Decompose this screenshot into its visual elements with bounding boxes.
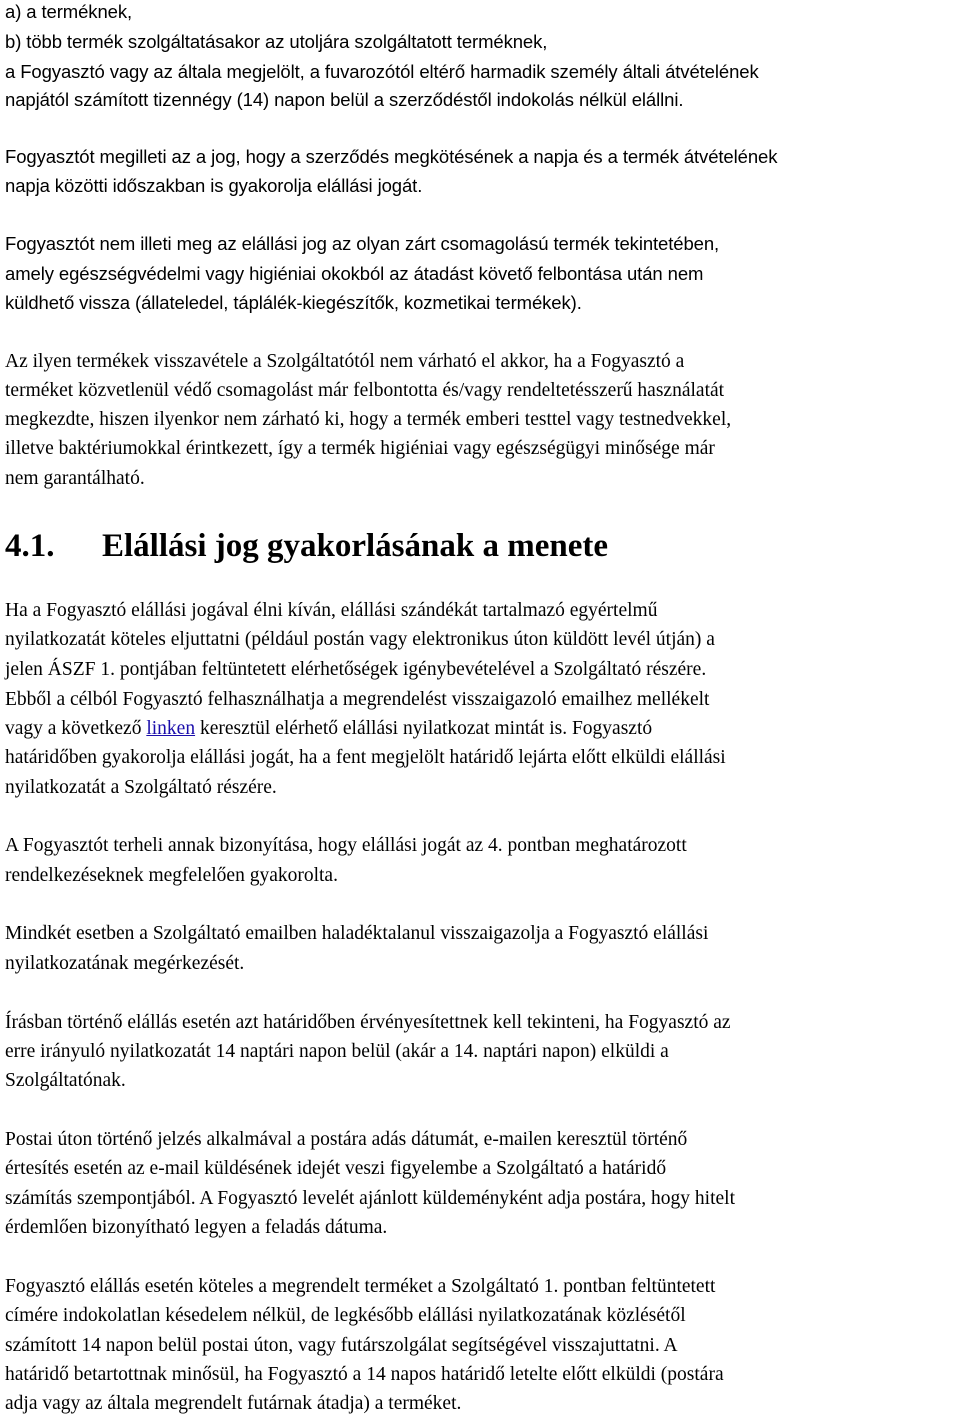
text-line: a Fogyasztó vagy az általa megjelölt, a fuvarozótól eltérő harmadik személy általi átvételének — [5, 61, 759, 82]
text-line: amely egészségvédelmi vagy higiéniai okokból az átadást követő felbontása után nem — [5, 263, 704, 284]
text-line: jelen ÁSZF 1. pontjában feltüntetett elérhetőségek igénybevételével a Szolgáltató részére. — [5, 659, 707, 680]
link-suffix: keresztül elérhető elállási nyilatkozat mintát is. Fogyasztó — [195, 718, 653, 739]
text-line: számított 14 napon belül postai úton, vagy futárszolgálat segítségével visszajuttatni. A — [5, 1335, 678, 1356]
text-line: határidő betartottnak minősül, ha Fogyasztó a 14 napos határidő letelte előtt elküldi (postára — [5, 1364, 724, 1385]
text-line: illetve baktériumokkal érintkezett, így a termék higiéniai vagy egészségügyi minősége már — [5, 438, 715, 459]
text-line: Fogyasztót nem illeti meg az elállási jog az olyan zárt csomagolású termék tekintetében, — [5, 233, 720, 254]
text-line: megkezdte, hiszen ilyenkor nem zárható ki, hogy a termék emberi testtel vagy testnedvekkel, — [5, 409, 732, 430]
text-line: Szolgáltatónak. — [5, 1070, 126, 1091]
text-line: számítás szempontjából. A Fogyasztó levelét ajánlott küldeményként adja postára, hogy hitelt — [5, 1188, 735, 1209]
text-line: nyilatkozatát a Szolgáltató részére. — [5, 777, 277, 798]
withdrawal-form-link[interactable]: linken — [146, 718, 196, 739]
text-line: erre irányuló nyilatkozatát 14 naptári napon belül (akár a 14. naptári napon) elküldi a — [5, 1041, 669, 1062]
text-line: Postai úton történő jelzés alkalmával a postára adás dátumát, e-mailen keresztül történő — [5, 1129, 688, 1150]
section-title: Elállási jog gyakorlásának a menete — [102, 528, 609, 564]
text-line: nyilatkozatát köteles eljuttatni (például postán vagy elektronikus úton küldött levél útján) a — [5, 629, 715, 650]
text-line: adja vagy az általa megrendelt futárnak átadja) a terméket. — [5, 1393, 462, 1414]
link-prefix: vagy a következő — [5, 718, 147, 739]
text-line: nyilatkozatának megérkezését. — [5, 953, 245, 974]
text-line: a) a terméknek, — [5, 1, 133, 22]
text-line: Írásban történő elállás esetén azt határidőben érvényesítettnek kell tekinteni, ha Fogyasztó az — [5, 1012, 731, 1033]
text-line: Az ilyen termékek visszavétele a Szolgáltatótól nem várható el akkor, ha a Fogyasztó a — [5, 351, 685, 372]
text-line: b) több termék szolgáltatásakor az utoljára szolgáltatott terméknek, — [5, 31, 548, 52]
text-line-with-link — [5, 714, 652, 743]
text-line: határidőben gyakorolja elállási jogát, ha a fent megjelölt határidő lejárta előtt elküldi elállási — [5, 747, 726, 768]
text-line: küldhető vissza (állateledel, táplálék-kiegészítők, kozmetikai termékek). — [5, 292, 582, 313]
section-number: 4.1. — [5, 528, 55, 564]
text-line: érdemlően bizonyítható legyen a feladás dátuma. — [5, 1217, 388, 1238]
text-line: értesítés esetén az e-mail küldésének idejét veszi figyelembe a Szolgáltató a határidő — [5, 1158, 667, 1179]
text-line: címére indokolatlan késedelem nélkül, de legkésőbb elállási nyilatkozatának közlésétől — [5, 1305, 686, 1326]
text-line: rendelkezéseknek megfelelően gyakorolta. — [5, 865, 338, 886]
text-line: Mindkét esetben a Szolgáltató emailben haladéktalanul visszaigazolja a Fogyasztó elállási — [5, 923, 709, 944]
text-line: napja közötti időszakban is gyakorolja elállási jogát. — [5, 175, 423, 196]
section-heading — [5, 524, 608, 568]
text-line: Ha a Fogyasztó elállási jogával élni kíván, elállási szándékát tartalmazó egyértelmű — [5, 600, 658, 621]
text-line: A Fogyasztót terheli annak bizonyítása, hogy elállási jogát az 4. pontban meghatározott — [5, 835, 687, 856]
text-line: napjától számított tizennégy (14) napon belül a szerződéstől indokolás nélkül elállni. — [5, 89, 684, 110]
text-line: Fogyasztó elállás esetén köteles a megrendelt terméket a Szolgáltató 1. pontban feltüntetett — [5, 1276, 716, 1297]
text-line: Fogyasztót megilleti az a jog, hogy a szerződés megkötésének a napja és a termék átvételének — [5, 146, 778, 167]
text-line: Ebből a célból Fogyasztó felhasználhatja a megrendelést visszaigazoló emailhez mellékelt — [5, 689, 710, 710]
text-line: nem garantálható. — [5, 468, 145, 489]
text-line: terméket közvetlenül védő csomagolást már felbontotta és/vagy rendeltetésszerű használatát — [5, 380, 725, 401]
